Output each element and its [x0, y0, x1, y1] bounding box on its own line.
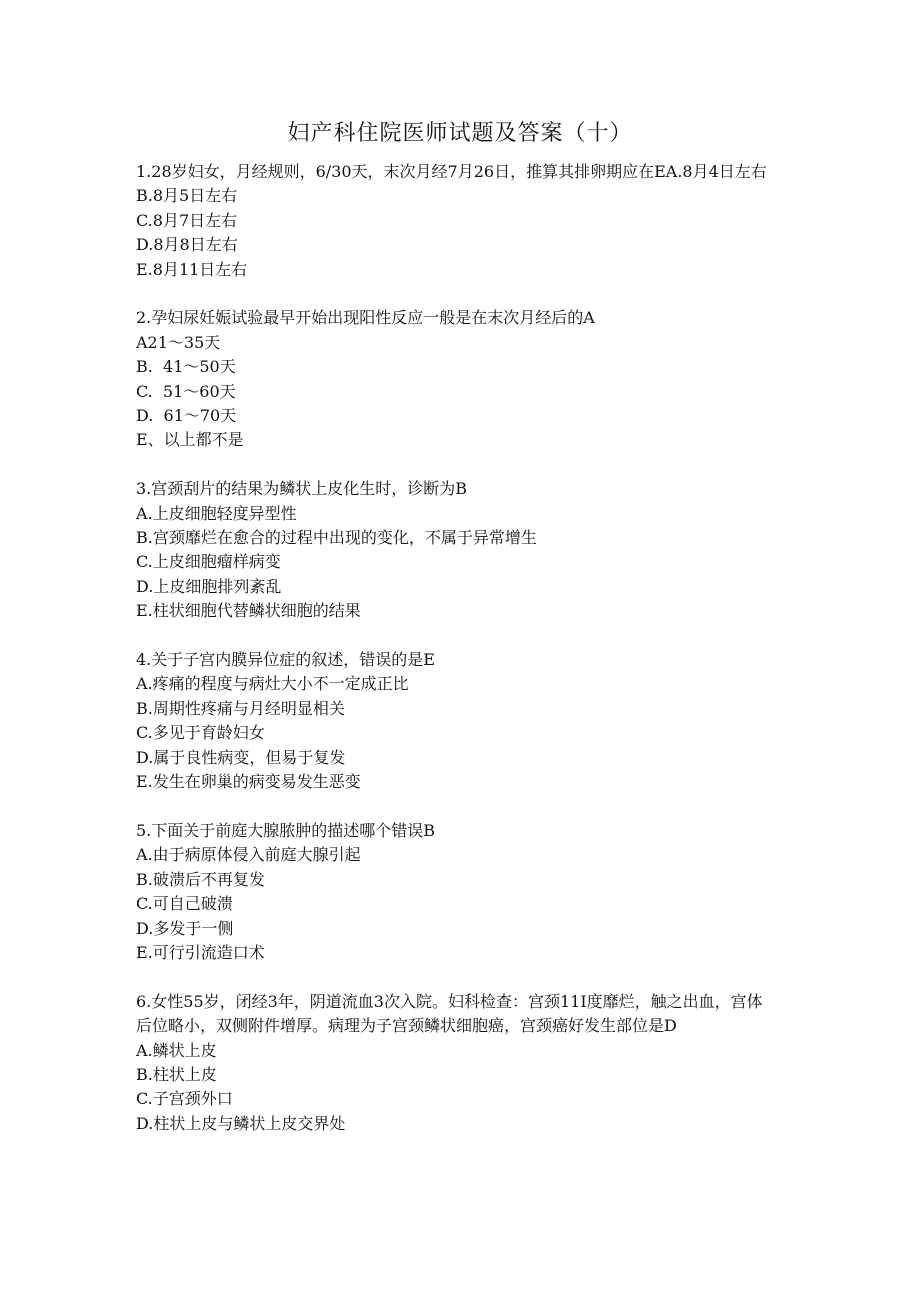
- option-e: E.发生在卵巢的病变易发生恶变: [136, 772, 361, 792]
- question-1: [136, 160, 786, 282]
- option-e: E.可行引流造口术: [136, 942, 265, 962]
- question-5: [136, 819, 786, 965]
- option-c: C. 51～60天: [136, 381, 236, 401]
- option-a: A.鳞状上皮: [136, 1040, 217, 1060]
- question-3: [136, 477, 786, 623]
- option-b: B.宫颈靡烂在愈合的过程中出现的变化，不属于异常增生: [136, 528, 537, 548]
- question-list: [136, 160, 786, 1161]
- question-stem: 3.宫颈刮片的结果为鳞状上皮化生时，诊断为B: [136, 479, 468, 499]
- option-e: E.8月11日左右: [136, 259, 248, 279]
- option-d: D.柱状上皮与鳞状上皮交界处: [136, 1113, 346, 1133]
- question-stem: 1.28岁妇女，月经规则，6/30天，末次月经7月26日，推算其排卵期应在EA.8月4日左右: [136, 162, 767, 181]
- option-d: D. 61～70天: [136, 406, 237, 426]
- question-2: [136, 306, 786, 452]
- option-c: C.子宫颈外口: [136, 1089, 233, 1109]
- option-c: C.上皮细胞瘤样病变: [136, 552, 281, 572]
- option-b: B.8月5日左右: [136, 186, 238, 206]
- option-a: A.由于病原体侵入前庭大腺引起: [136, 845, 361, 865]
- option-b: B.周期性疼痛与月经明显相关: [136, 698, 345, 718]
- option-c: C.8月7日左右: [136, 210, 238, 230]
- option-c: C.可自己破溃: [136, 894, 233, 914]
- question-stem: 2.孕妇尿妊娠试验最早开始出现阳性反应一般是在末次月经后的A: [136, 308, 595, 328]
- option-a: A.上皮细胞轻度异型性: [136, 503, 297, 523]
- question-6: [136, 990, 786, 1136]
- option-d: D.多发于一侧: [136, 918, 234, 938]
- option-e: E、以上都不是: [136, 430, 244, 450]
- option-b: B.柱状上皮: [136, 1064, 217, 1084]
- document-title: 妇产科住院医师试题及答案（十）: [287, 121, 633, 146]
- option-b: B.破溃后不再复发: [136, 869, 265, 889]
- option-d: D.属于良性病变，但易于复发: [136, 747, 346, 767]
- option-d: D.上皮细胞排列紊乱: [136, 576, 282, 596]
- question-stem: 5.下面关于前庭大腺脓肿的描述哪个错误B: [136, 820, 436, 840]
- question-stem: 4.关于子宫内膜异位症的叙述，错误的是E: [136, 650, 435, 670]
- option-a: A.疼痛的程度与病灶大小不一定成正比: [136, 674, 409, 694]
- option-a: A21～35天: [136, 332, 221, 352]
- option-e: E.柱状细胞代替鳞状细胞的结果: [136, 601, 361, 621]
- option-d: D.8月8日左右: [136, 235, 238, 255]
- question-stem: 6.女性55岁，闭经3年，阴道流血3次入院。妇科检查：宫颈11I度靡烂，触之出血，宫体后位略小，双侧附件增厚。病理为子宫颈鳞状细胞癌，宫颈癌好发生部位是D: [136, 991, 763, 1036]
- question-4: [136, 648, 786, 794]
- option-b: B. 41～50天: [136, 357, 236, 377]
- option-c: C.多见于育龄妇女: [136, 723, 265, 743]
